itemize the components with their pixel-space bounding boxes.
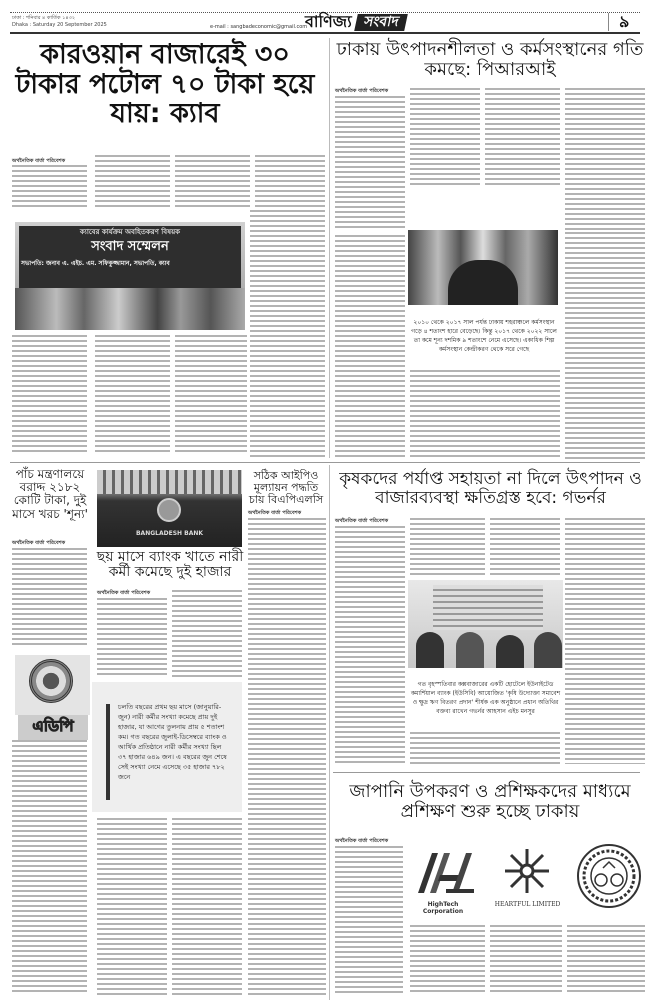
article-text-pri-col1	[335, 96, 405, 231]
article-headline-governor[interactable]: কৃষকদের পর্যাপ্ত সহায়তা না দিলে উৎপাদন ও বাজারব্যবস্থা ক্ষতিগ্রস্ত হবে: গভর্নর	[339, 469, 642, 508]
date-english: Dhaka : Saturday 20 September 2025	[12, 22, 107, 28]
bank-seal-icon	[157, 498, 181, 522]
date-bengali: ঢাকা : শনিবার ৪ কার্তিক ১৪৩২	[12, 15, 76, 21]
column-divider	[329, 38, 330, 458]
article-text-pri-col5	[335, 235, 405, 460]
logo-technical-institute	[575, 842, 643, 910]
logo-caption-heartful: HEARTFUL LIMITED	[494, 901, 561, 908]
article-text-governor-col1	[335, 526, 405, 764]
article-text-japan-col1	[335, 846, 403, 996]
byline-bank: অর্থনৈতিক বার্তা পরিবেশক	[97, 590, 151, 596]
article-text-governor-col3	[490, 518, 560, 578]
article-text-cab-col4	[255, 155, 325, 207]
article-text-governor-col5	[410, 732, 560, 764]
byline-ipo: অর্থনৈতিক বার্তা পরিবেশক	[248, 510, 302, 516]
banner-line2: সংবাদ সম্মেলন	[91, 239, 169, 254]
byline-cab: অর্থনৈতিক বার্তা পরিবেশক	[12, 158, 66, 164]
article-text-adp-col1	[12, 548, 87, 648]
caption-governor: গত বৃহস্পতিবার কক্সবাজারের একটি হোটেলে ইউনাইটেড কমার্শিয়াল ব্যাংক (ইউসিবি) আয়োজিত 'কৃষি উদ্যোক্তা সমাবেশ ও ক্ষুদ্র ঋণ বিতরণ প্রদান' শীর্ষক এক অনুষ্ঠানে প্রধান অতিথির বক্তব্য রাখেন গভর্নর আহসান এইচ মনসুর	[410, 681, 561, 715]
article-text-cab-col6	[12, 335, 87, 455]
article-text-pri-col6	[565, 232, 645, 460]
pull-quote-bank	[92, 682, 242, 812]
article-text-cab-col7	[95, 335, 170, 455]
article-text-bank-col4	[172, 818, 242, 995]
heartful-logo-icon	[490, 845, 565, 897]
article-text-cab-col8	[175, 335, 247, 455]
photo-governor-event	[408, 580, 563, 668]
photo-cab-press-conference	[15, 222, 245, 330]
caption-pri: ২০১০ থেকে ২০১৭ সাল পর্যন্ত ঢাকায় শহরাঞ্চলে কর্মসংস্থান গড়ে ৪ শতাংশ হারে বেড়েছে। কিন্তু ২০১৭ থেকে ২০২২ সালে তা কমে শূন্য দশমিক ৯ শতাংশে নেমে এসেছে। একাধিক শিল্প কর্মসংস্থান কেন্দ্রীকরণ থেকে সরে গেছে	[411, 319, 557, 353]
article-headline-ipo[interactable]: সঠিক আইপিও মূল্যায়ন পদ্ধতি চায় বিএপিএলসি	[248, 469, 324, 507]
byline-governor: অর্থনৈতিক বার্তা পরিবেশক	[335, 518, 389, 524]
dateline	[12, 15, 107, 29]
article-headline-bank[interactable]: ছয় মাসে ব্যাংক খাতে নারী কর্মী কমেছে দুই হাজার	[96, 549, 244, 581]
section-rule	[333, 772, 640, 773]
article-headline-adp[interactable]: পাঁচ মন্ত্রণালয়ে বরাদ্দ ২১৮২ কোটি টাকা, দুই মাসে খরচ 'শূন্য'	[12, 467, 88, 521]
masthead-email[interactable]: e-mail : sangbadeconomic@gmail.com	[210, 24, 308, 30]
bank-photo-label: BANGLADESH BANK	[135, 530, 204, 537]
article-text-japan-col4	[567, 925, 645, 995]
technical-institute-emblem-icon	[575, 842, 643, 910]
article-text-cab-col5	[250, 210, 325, 460]
article-text-cab-col3	[175, 155, 250, 207]
article-headline-pri[interactable]: ঢাকায় উৎপাদনশীলতা ও কর্মসংস্থানের গতি কমছে: পিআরআই	[336, 39, 644, 80]
article-text-governor-col2	[410, 518, 485, 578]
section-rule	[10, 462, 640, 463]
adp-image-label: এডিপি	[18, 715, 88, 740]
logo-caption-hightech: HighTech Corporation	[422, 901, 464, 915]
quote-bar	[106, 704, 110, 800]
column-divider	[329, 465, 330, 1000]
article-text-adp-col2	[12, 740, 87, 995]
article-text-japan-col2	[410, 925, 485, 995]
photo-bangladesh-bank	[97, 470, 242, 547]
section-brand-logo	[305, 13, 406, 31]
banner-line1: ক্যাবের কার্যক্রম অবহিতকরণ বিষয়ক	[79, 228, 181, 236]
article-text-japan-col3	[490, 925, 562, 995]
article-text-ipo	[248, 518, 326, 995]
hightech-logo-icon	[408, 845, 478, 897]
brand-part2: সংবাদ	[354, 14, 408, 31]
page-number: ৯	[608, 13, 629, 31]
byline-pri: অর্থনৈতিক বার্তা পরিবেশক	[335, 88, 389, 94]
photo-adp-emblem	[15, 655, 90, 715]
article-text-pri-col4	[565, 88, 645, 230]
article-text-bank-col2	[172, 590, 242, 678]
banner-line3: সভাপতি: জনাব এ. এইচ. এম. সফিকুজ্জামান, সভাপতি, ক্যাব	[21, 260, 170, 267]
logo-hightech	[408, 845, 478, 915]
photo-pri-meeting	[408, 230, 558, 305]
pull-quote-text: চলতি বছরের প্রথম ছয় মাসে (জানুয়ারি-জুন) নারী কর্মীর সংখ্যা কমেছে প্রায় দুই হাজার, যা আগের তুলনায় প্রায় ৫ শতাংশ কম। গত বছরের জুলাই-ডিসেম্বরে ব্যাংক ও আর্থিক প্রতিষ্ঠানে নারী কর্মীর সংখ্যা ছিল ৩৭ হাজার ৬৪৯ জন। এ বছরের জুন শেষে সেই সংখ্যা নেমে এসেছে ৩৫ হাজার ৭৮২ জনে	[118, 703, 227, 781]
article-headline-japan[interactable]: জাপানি উপকরণ ও প্রশিক্ষকদের মাধ্যমে প্রশিক্ষণ শুরু হচ্ছে ঢাকায়	[349, 781, 631, 822]
article-text-pri-col7	[410, 370, 560, 460]
article-text-cab-col1	[12, 165, 87, 207]
byline-japan: অর্থনৈতিক বার্তা পরিবেশক	[335, 838, 389, 844]
article-text-bank-col1	[97, 598, 167, 678]
article-text-cab-col2	[95, 155, 170, 207]
byline-adp: অর্থনৈতিক বার্তা পরিবেশক	[12, 540, 66, 546]
article-text-governor-col4	[565, 518, 645, 764]
masthead-rule	[10, 32, 640, 34]
logo-heartful	[490, 845, 565, 915]
article-text-bank-col3	[97, 818, 167, 995]
article-headline-cab[interactable]: কারওয়ান বাজারেই ৩০ টাকার পটোল ৭০ টাকা হয়ে যায়: ক্যাব	[15, 39, 315, 130]
government-emblem-icon	[29, 659, 73, 703]
article-text-pri-col2	[410, 88, 480, 188]
article-text-pri-col3	[485, 88, 560, 188]
brand-part1: বাণিজ্য	[305, 11, 352, 31]
